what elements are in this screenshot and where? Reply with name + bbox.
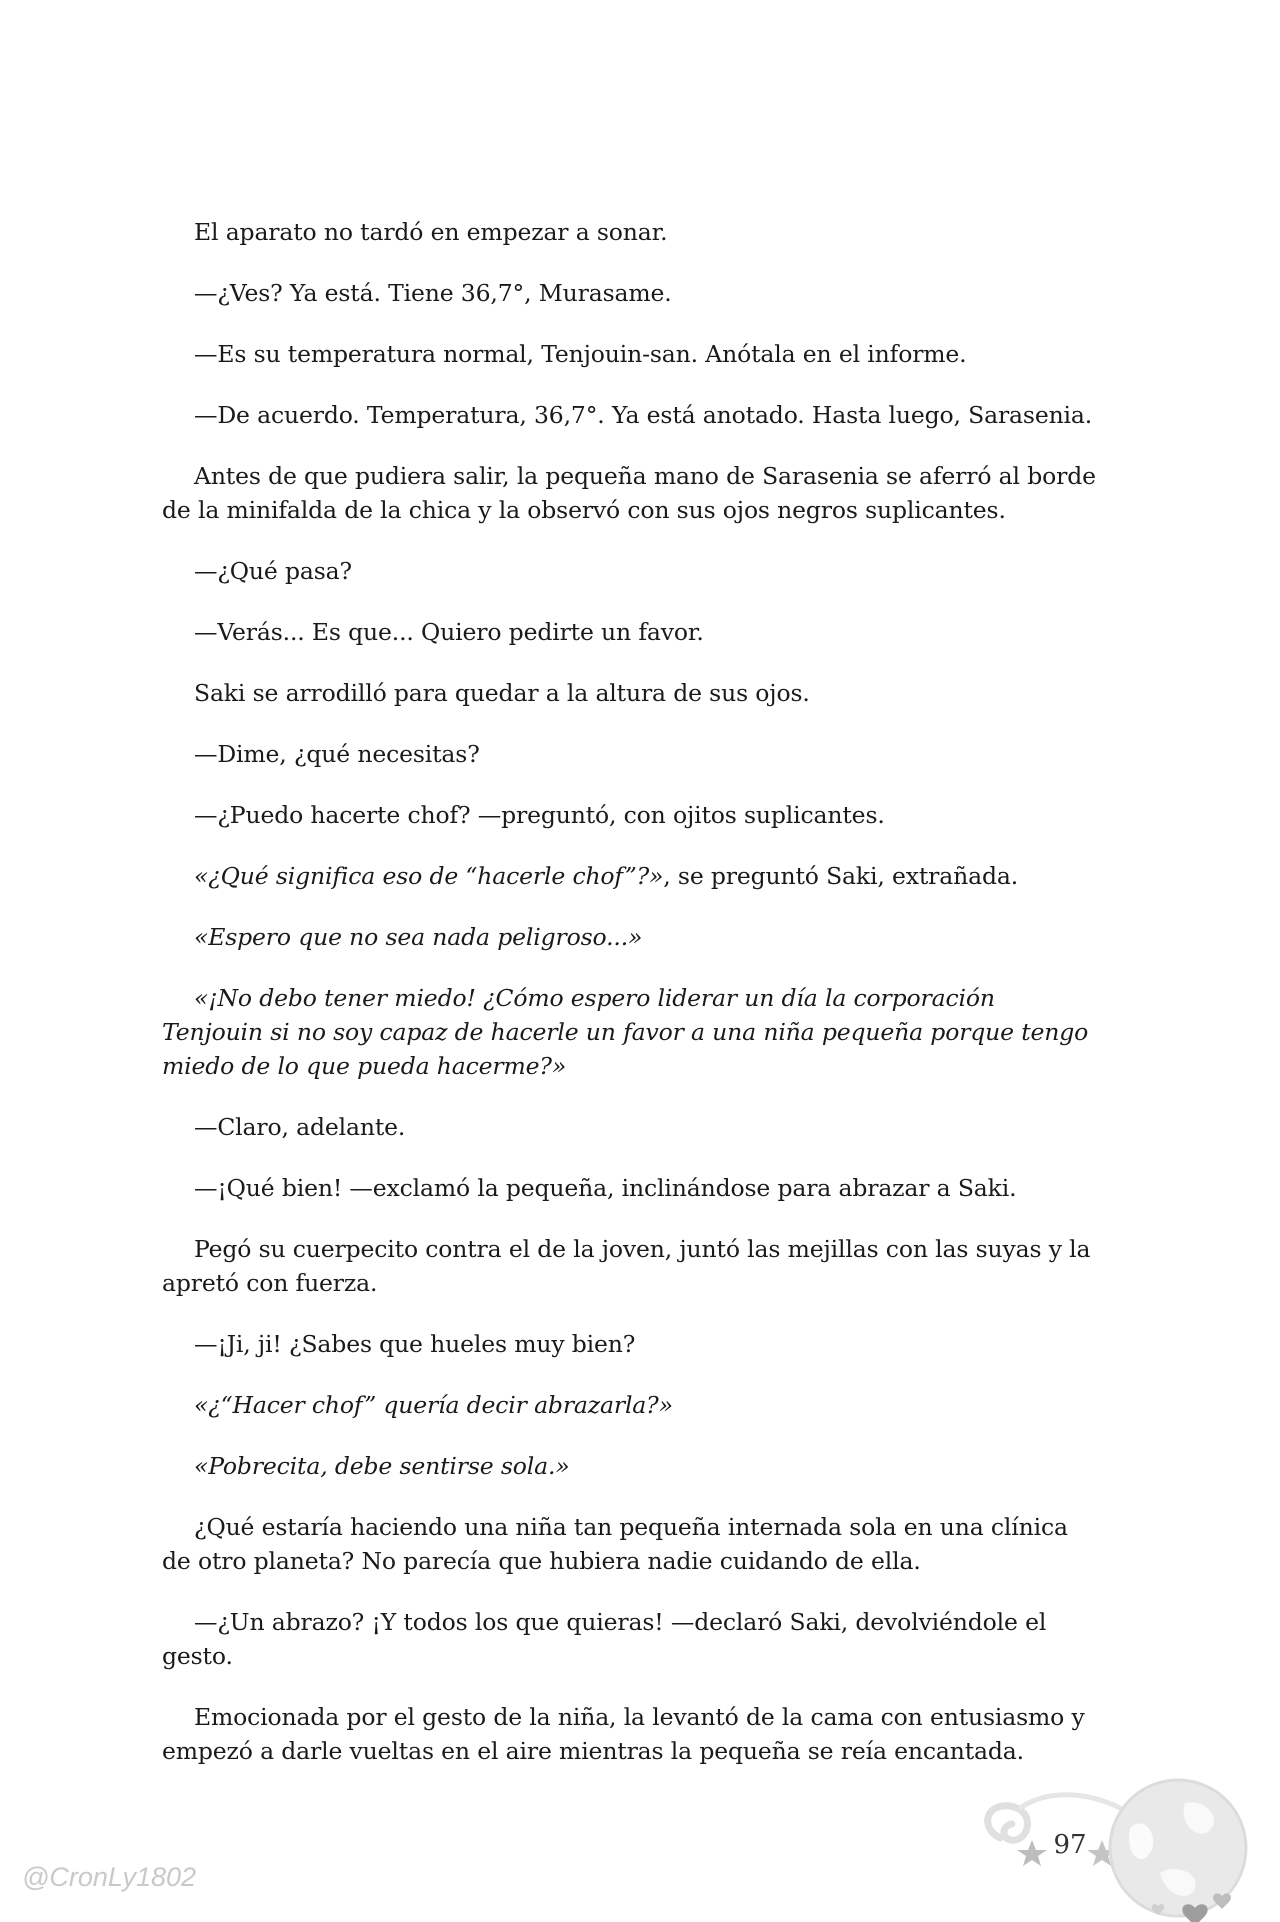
paragraph-thought: «Pobrecita, debe sentirse sola.» — [194, 1452, 570, 1480]
paragraph-thought: «¡No debo tener miedo! ¿Cómo espero liderar un día la corporación Tenjouin si no soy capaz de hacerle un favor a una niña pequeña porque tengo miedo de lo que pueda hacerme?» — [162, 984, 1089, 1080]
paragraph: Saki se arrodilló para quedar a la altura de sus ojos. — [194, 679, 810, 707]
paragraph: —¡Ji, ji! ¿Sabes que hueles muy bien? — [194, 1330, 636, 1358]
paragraph-thought: «Espero que no sea nada peligroso...» — [194, 923, 643, 951]
paragraph: ¿Qué estaría haciendo una niña tan pequeña internada sola en una clínica de otro planeta? No parecía que hubiera nadie cuidando de ella. — [162, 1513, 1068, 1575]
paragraph — [162, 859, 1102, 893]
paragraph-thought: «¿“Hacer chof” quería decir abrazarla?» — [194, 1391, 673, 1419]
paragraph: —¡Qué bien! —exclamó la pequeña, inclinándose para abrazar a Saki. — [194, 1174, 1017, 1202]
page-number: 97 — [1053, 1830, 1087, 1860]
italic-thought: «¿Qué significa eso de “hacerle chof”?» — [194, 862, 664, 890]
paragraph: —¿Un abrazo? ¡Y todos los que quieras! —declaró Saki, devolviéndole el gesto. — [162, 1608, 1047, 1670]
paragraph: Emocionada por el gesto de la niña, la levantó de la cama con entusiasmo y empezó a darle vueltas en el aire mientras la pequeña se reía encantada. — [162, 1703, 1085, 1765]
paragraph: —¿Puedo hacerte chof? —preguntó, con ojitos suplicantes. — [194, 801, 885, 829]
paragraph: —¿Ves? Ya está. Tiene 36,7°, Murasame. — [194, 279, 672, 307]
paragraph: Antes de que pudiera salir, la pequeña mano de Sarasenia se aferró al borde de la minifalda de la chica y la observó con sus ojos negros suplicantes. — [162, 462, 1096, 524]
paragraph: —Dime, ¿qué necesitas? — [194, 740, 480, 768]
narration: , se preguntó Saki, extrañada. — [663, 862, 1019, 890]
paragraph: —Claro, adelante. — [194, 1113, 406, 1141]
moon-stars-ornament-icon — [960, 1768, 1260, 1922]
paragraph: El aparato no tardó en empezar a sonar. — [194, 218, 668, 246]
paragraph: —¿Qué pasa? — [194, 557, 352, 585]
paragraph: —Es su temperatura normal, Tenjouin-san. Anótala en el informe. — [194, 340, 967, 368]
watermark: @CronLy1802 — [22, 1862, 197, 1892]
paragraph: Pegó su cuerpecito contra el de la joven, juntó las mejillas con las suyas y la apretó con fuerza. — [162, 1235, 1091, 1297]
text-block — [162, 215, 1102, 1795]
paragraph: —Verás... Es que... Quiero pedirte un favor. — [194, 618, 704, 646]
paragraph: —De acuerdo. Temperatura, 36,7°. Ya está anotado. Hasta luego, Sarasenia. — [194, 401, 1093, 429]
